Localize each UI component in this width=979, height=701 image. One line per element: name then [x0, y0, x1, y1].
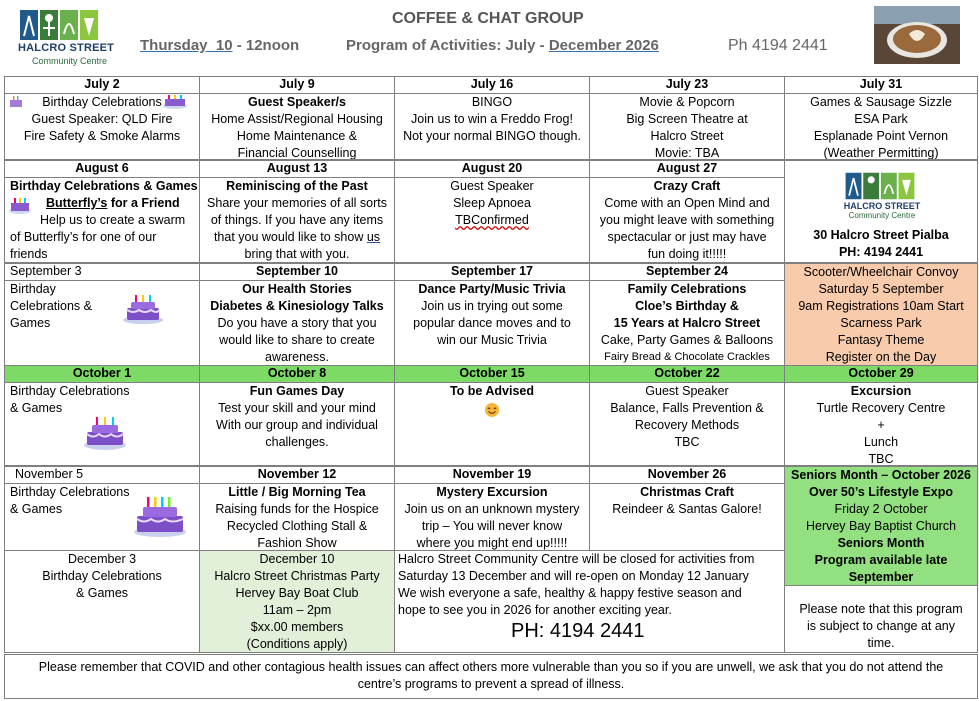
logo-subname: Community Centre — [32, 56, 108, 66]
activity-line: TBC — [674, 435, 700, 449]
closure-line: We wish everyone a safe, healthy & happy festive season and — [398, 586, 742, 600]
activity-line: Games — [10, 316, 51, 330]
activity-line: TBC — [868, 452, 894, 466]
date-august-6: August 6 — [4, 160, 200, 178]
activity-line: Big Screen Theatre at — [626, 112, 748, 126]
activity-line: you might leave with something — [599, 213, 775, 227]
activity-line: 9am Registrations 10am Start — [798, 299, 964, 313]
activity-line: & Games — [10, 502, 63, 516]
activity-title: Family Celebrations — [627, 282, 747, 296]
date-october-22: October 22 — [589, 365, 785, 383]
date-december-3: December 3 — [67, 552, 137, 566]
activity-september-17 — [394, 280, 590, 366]
activity-line: Register on the Day — [825, 350, 937, 364]
activity-line: Friday 2 October — [834, 502, 928, 516]
date-november-5: November 5 — [4, 466, 200, 484]
activity-line: challenges. — [265, 435, 329, 449]
activity-line: Test your skill and your mind — [218, 401, 376, 415]
activity-line: + — [877, 418, 885, 432]
centre-logo — [785, 161, 977, 227]
activity-line: Games & Sausage Sizzle — [810, 95, 952, 109]
activity-november-19 — [394, 483, 590, 551]
centre-logo-subname: Community Centre — [848, 211, 916, 220]
activity-july-31 — [784, 93, 978, 160]
date-november-12: November 12 — [199, 466, 395, 484]
activity-line: Help us to create a swarm — [40, 213, 186, 227]
activity-line: Cloe’s Birthday & — [635, 299, 739, 313]
activity-line: Movie & Popcorn — [639, 95, 735, 109]
activity-november-26 — [589, 483, 785, 551]
activity-august-13 — [199, 177, 395, 263]
activity-line: Guest Speaker — [645, 384, 729, 398]
centre-address: 30 Halcro Street Pialba — [813, 228, 949, 242]
date-october-29: October 29 — [784, 365, 978, 383]
activity-line: Sleep Apnoea — [453, 196, 531, 210]
date-july-2: July 2 — [4, 76, 200, 94]
activity-title: Guest Speaker/s — [248, 95, 346, 109]
coffee-cup-icon — [874, 6, 960, 64]
date-october-15: October 15 — [394, 365, 590, 383]
date-july-31: July 31 — [784, 76, 978, 94]
logo-name: HALCRO STREET — [18, 42, 115, 54]
activity-line: of things. If you have any items — [210, 213, 384, 227]
activity-line: Join us on an unknown mystery — [404, 502, 580, 516]
activity-line: Balance, Falls Prevention & — [610, 401, 764, 415]
activity-line: fun doing it!!!!! — [647, 247, 727, 261]
health-notice-line: Please remember that COVID and other contagious health issues can affect others more vulnerable than you so if you are unwell, we ask that you do not attend the — [38, 660, 944, 674]
activity-line: Join us in trying out some — [421, 299, 563, 313]
scooter-convoy — [784, 263, 978, 366]
closure-phone: PH: 4194 2441 — [511, 620, 645, 642]
date-november-19: November 19 — [394, 466, 590, 484]
birthday-cake-icon — [82, 414, 128, 450]
activity-line: Birthday Celebrations — [42, 569, 162, 583]
activity-line: Recycled Clothing Stall & — [226, 519, 368, 533]
butterfly-word: Butterfly’s — [46, 196, 108, 210]
activity-title: Reminiscing of the Past — [226, 179, 368, 193]
activity-line: Hervey Bay Baptist Church — [805, 519, 957, 533]
activity-line — [10, 195, 199, 212]
activity-subtitle: Diabetes & Kinesiology Talks — [210, 299, 384, 313]
activity-line: Raising funds for the Hospice — [215, 502, 379, 516]
birthday-cake-icon — [8, 196, 32, 214]
date-july-23: July 23 — [589, 76, 785, 94]
activity-line: & Games — [75, 586, 129, 600]
activity-line: Not your normal BINGO though. — [403, 129, 581, 143]
activity-line: September — [848, 570, 914, 584]
program-period: December 2026 — [548, 37, 659, 54]
health-notice-line: centre’s programs to prevent a spread of illness. — [357, 677, 625, 691]
halcro-logo-icon — [14, 8, 115, 68]
change-notice — [784, 585, 978, 653]
activity-line: Share your memories of all sorts — [207, 196, 387, 210]
activity-line: Halcro Street Christmas Party — [214, 569, 380, 583]
program-title — [346, 37, 659, 54]
activity-line: BINGO — [471, 95, 513, 109]
page-title: COFFEE & CHAT GROUP — [392, 10, 584, 27]
activity-line: Come with an Open Mind and — [604, 196, 770, 210]
activity-line: ESA Park — [854, 112, 908, 126]
activity-title: Little / Big Morning Tea — [228, 485, 366, 499]
us-word: us — [366, 230, 381, 244]
activity-line: & Games — [10, 401, 63, 415]
show-text: that you would like to show — [213, 230, 367, 244]
activity-line: popular dance moves and to — [413, 316, 571, 330]
activity-october-8 — [199, 382, 395, 466]
activity-line: (Conditions apply) — [246, 637, 348, 651]
page-header — [0, 0, 979, 72]
date-october-1: October 1 — [4, 365, 200, 383]
activity-november-12 — [199, 483, 395, 551]
session-time — [140, 37, 299, 54]
activity-line: Birthday — [10, 282, 56, 296]
activity-line: Fashion Show — [257, 536, 337, 550]
activity-line: Scarness Park — [840, 316, 922, 330]
activity-line: Birthday Celebrations — [42, 95, 162, 109]
activity-line: 15 Years at Halcro Street — [613, 316, 761, 330]
date-september-10: September 10 — [199, 263, 395, 281]
date-august-27: August 27 — [589, 160, 785, 178]
halcro-logo-icon — [841, 171, 919, 201]
activity-september-24 — [589, 280, 785, 366]
activity-title: Excursion — [850, 384, 912, 398]
activity-line: trip – You will never know — [421, 519, 563, 533]
date-september-24: September 24 — [589, 263, 785, 281]
date-september-3: September 3 — [4, 263, 200, 281]
activity-title: Mystery Excursion — [436, 485, 548, 499]
activity-october-15 — [394, 382, 590, 466]
activity-line: Hervey Bay Boat Club — [235, 586, 359, 600]
activity-line: awareness. — [265, 350, 329, 364]
date-july-9: July 9 — [199, 76, 395, 94]
activity-line: Fire Safety & Smoke Alarms — [23, 129, 181, 143]
activity-december-3 — [4, 550, 200, 653]
activity-line: Financial Counselling — [237, 146, 357, 160]
activity-line: $xx.00 members — [250, 620, 344, 634]
centre-phone: PH: 4194 2441 — [838, 245, 924, 259]
birthday-cake-icon — [132, 494, 188, 538]
activity-line: Seniors Month – October 2026 — [791, 468, 971, 482]
birthday-cake-icon — [121, 292, 165, 324]
activity-july-16 — [394, 93, 590, 160]
activity-line: Fantasy Theme — [837, 333, 925, 347]
seniors-month — [784, 466, 978, 586]
closure-line: Halcro Street Community Centre will be closed for activities from — [398, 552, 755, 566]
activity-line: (Weather Permitting) — [823, 146, 939, 160]
activity-line: Halcro Street — [650, 129, 724, 143]
activity-line: With our group and individual — [216, 418, 378, 432]
activity-august-20 — [394, 177, 590, 263]
activity-line — [200, 229, 394, 246]
activity-line: Home Maintenance & — [236, 129, 358, 143]
activity-line: Guest Speaker: QLD Fire — [31, 112, 173, 126]
activity-line: Do you have a story that you — [217, 316, 377, 330]
notice-line: time. — [867, 636, 895, 650]
date-august-13: August 13 — [199, 160, 395, 178]
activity-line: Seniors Month — [837, 536, 925, 550]
smiley-icon — [484, 402, 500, 418]
activity-line: Cake, Party Games & Balloons — [600, 333, 774, 347]
activity-october-29 — [784, 382, 978, 466]
date-november-26: November 26 — [589, 466, 785, 484]
activity-title: Christmas Craft — [640, 485, 734, 499]
activity-line: TBConfirmed — [455, 213, 529, 227]
activity-title: Dance Party/Music Trivia — [418, 282, 566, 296]
session-time-num: 10 — [215, 37, 233, 54]
activity-line: friends — [10, 247, 48, 261]
activity-line: Lunch — [863, 435, 899, 449]
activity-line: 11am – 2pm — [262, 603, 332, 617]
activity-october-22 — [589, 382, 785, 466]
date-december-10: December 10 — [259, 552, 335, 566]
activity-line: of Butterfly’s for one of our — [10, 230, 157, 244]
activity-line: Fairy Bread & Chocolate Crackles — [604, 351, 770, 363]
activity-august-6 — [4, 177, 200, 263]
birthday-cake-icon — [8, 94, 24, 108]
activity-line: Movie: TBA — [654, 146, 720, 160]
activity-line: Join us to win a Freddo Frog! — [411, 112, 573, 126]
activity-line: Scooter/Wheelchair Convoy — [803, 265, 959, 279]
activity-line: Program available late — [814, 553, 948, 567]
session-day: Thursday — [140, 37, 208, 54]
closure-line: Saturday 13 December and will re-open on Monday 12 January — [398, 569, 749, 583]
for-a-friend: for a Friend — [107, 196, 180, 210]
activity-line: would like to share to create — [219, 333, 375, 347]
activity-line: Celebrations & — [10, 299, 92, 313]
activity-december-10 — [199, 550, 395, 653]
activity-line: bring that with you. — [244, 247, 350, 261]
activity-line: Birthday Celebrations — [10, 485, 130, 499]
centre-info — [784, 160, 978, 263]
coffee-image — [874, 6, 960, 64]
notice-line: Please note that this program — [799, 602, 963, 616]
logo-mark — [20, 8, 98, 42]
activity-line: win our Music Trivia — [437, 333, 547, 347]
activity-line: Esplanade Point Vernon — [813, 129, 949, 143]
activity-line: Recovery Methods — [634, 418, 740, 432]
centre-logo-name: HALCRO STREET — [843, 201, 921, 211]
header-phone: Ph 4194 2441 — [728, 37, 828, 54]
activity-july-23 — [589, 93, 785, 160]
activity-title: Our Health Stories — [242, 282, 352, 296]
activity-title: Crazy Craft — [653, 179, 721, 193]
activity-line: Birthday Celebrations — [10, 384, 130, 398]
activity-title: Birthday Celebrations & Games — [10, 179, 198, 193]
activity-line: spectacular or just may have — [607, 230, 767, 244]
activity-july-9 — [199, 93, 395, 160]
activity-line: Guest Speaker — [450, 179, 534, 193]
date-july-16: July 16 — [394, 76, 590, 94]
date-october-8: October 8 — [199, 365, 395, 383]
activity-line: Over 50’s Lifestyle Expo — [808, 485, 954, 499]
date-september-17: September 17 — [394, 263, 590, 281]
activity-august-27 — [589, 177, 785, 263]
program-label: Program of Activities: July - — [346, 37, 549, 54]
notice-line: is subject to change at any — [806, 619, 955, 633]
activity-title: Fun Games Day — [249, 384, 345, 398]
date-august-20: August 20 — [394, 160, 590, 178]
activity-line: where you might end up!!!!! — [416, 536, 568, 550]
closure-line: hope to see you in 2026 for another exciting year. — [398, 603, 672, 617]
closure-notice — [394, 550, 785, 653]
birthday-cake-icon — [161, 94, 189, 110]
activity-september-3 — [4, 280, 200, 366]
session-time-rest: - 12noon — [232, 37, 300, 54]
activity-line: Home Assist/Regional Housing — [211, 112, 383, 126]
activity-line: Saturday 5 September — [818, 282, 944, 296]
health-notice — [4, 654, 978, 699]
activity-line: Turtle Recovery Centre — [816, 401, 946, 415]
session-gap — [208, 37, 216, 54]
activity-title: To be Advised — [449, 384, 535, 398]
activity-september-10 — [199, 280, 395, 366]
activity-line: Reindeer & Santas Galore! — [612, 502, 762, 516]
